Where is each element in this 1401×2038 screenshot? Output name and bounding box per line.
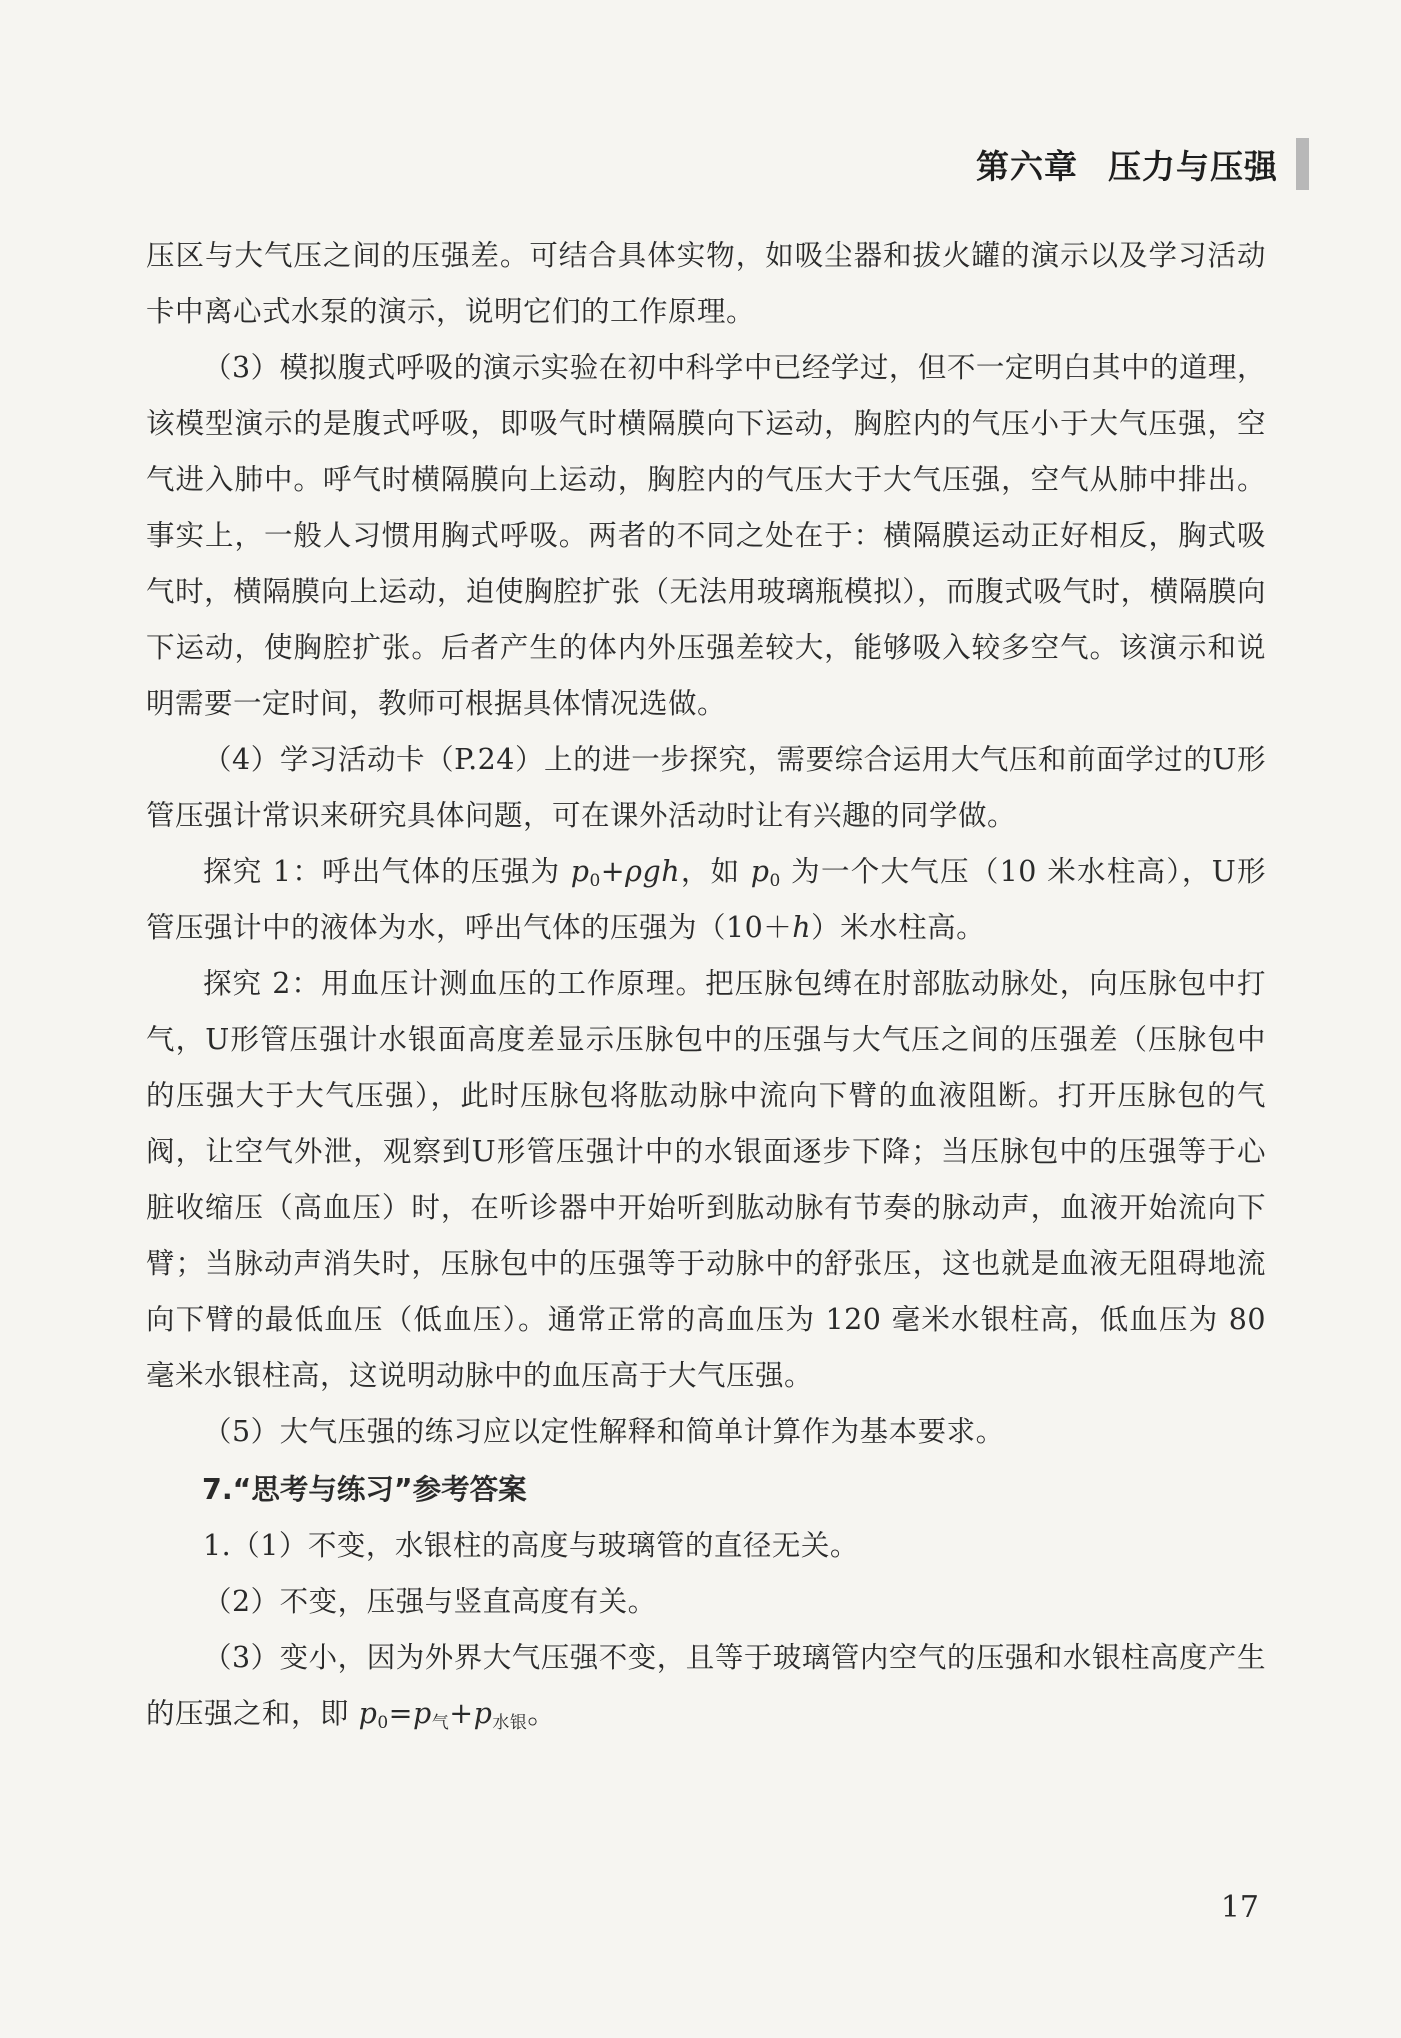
header-bar <box>1296 138 1309 190</box>
chapter-number: 第六章 <box>976 146 1078 186</box>
paragraph-explore-1: 探究 1：呼出气体的压强为 $p_0+\rho gh$，如 $p_0$ 为一个大气压（10 米水柱高），U形管压强计中的液体为水，呼出气体的压强为（10＋h）米水柱高。 <box>146 855 1266 944</box>
section-heading-7: 7.“思考与练习”参考答案 <box>202 1473 527 1506</box>
chapter-name: 压力与压强 <box>1108 146 1278 186</box>
answer-1-1: 1.（1）不变，水银柱的高度与玻璃管的直径无关。 <box>203 1529 859 1562</box>
paragraph-item-4: （4）学习活动卡（P.24）上的进一步探究，需要综合运用大气压和前面学过的U形管压强计常识来研究具体问题，可在课外活动时让有兴趣的同学做。 <box>146 743 1266 832</box>
paragraph-explore-2: 探究 2：用血压计测血压的工作原理。把压脉包缚在肘部肱动脉处，向压脉包中打气，U形管压强计水银面高度差显示压脉包中的压强与大气压之间的压强差（压脉包中的压强大于大气压强），此时压脉包将肱动脉中流向下臂的血液阻断。打开压脉包的气阀，让空气外泄，观察到U形管压强计中的水银面逐步下降；当压脉包中的压强等于心脏收缩压（高血压）时，在听诊器中开始听到肱动脉有节奏的脉动声，血液开始流向下臂；当脉动声消失时，压脉包中的压强等于动脉中的舒张压，这也就是血液无阻碍地流向下臂的最低血压（低血压）。通常正常的高血压为 120 毫米水银柱高，低血压为 80 毫米水银柱高，这说明动脉中的血压高于大气压强。 <box>146 967 1266 1392</box>
paragraph-item-5: （5）大气压强的练习应以定性解释和简单计算作为基本要求。 <box>203 1415 1005 1448</box>
answer-1-3: （3）变小，因为外界大气压强不变，且等于玻璃管内空气的压强和水银柱高度产生的压强之和，即 $p_0=p_气+p_{水银}$。 <box>146 1641 1266 1733</box>
answer-1-2: （2）不变，压强与竖直高度有关。 <box>203 1585 657 1618</box>
chapter-header <box>976 138 1309 190</box>
chapter-title <box>976 141 1278 188</box>
body-text <box>146 228 1266 1742</box>
paragraph-continuation: 压区与大气压之间的压强差。可结合具体实物，如吸尘器和拔火罐的演示以及学习活动卡中离心式水泵的演示，说明它们的工作原理。 <box>146 239 1266 328</box>
paragraph-item-3: （3）模拟腹式呼吸的演示实验在初中科学中已经学过，但不一定明白其中的道理，该模型演示的是腹式呼吸，即吸气时横隔膜向下运动，胸腔内的气压小于大气压强，空气进入肺中。呼气时横隔膜向上运动，胸腔内的气压大于大气压强，空气从肺中排出。事实上，一般人习惯用胸式呼吸。两者的不同之处在于：横隔膜运动正好相反，胸式吸气时，横隔膜向上运动，迫使胸腔扩张（无法用玻璃瓶模拟），而腹式吸气时，横隔膜向下运动，使胸腔扩张。后者产生的体内外压强差较大，能够吸入较多空气。该演示和说明需要一定时间，教师可根据具体情况选做。 <box>146 351 1266 720</box>
page-number: 17 <box>1220 1890 1259 1925</box>
